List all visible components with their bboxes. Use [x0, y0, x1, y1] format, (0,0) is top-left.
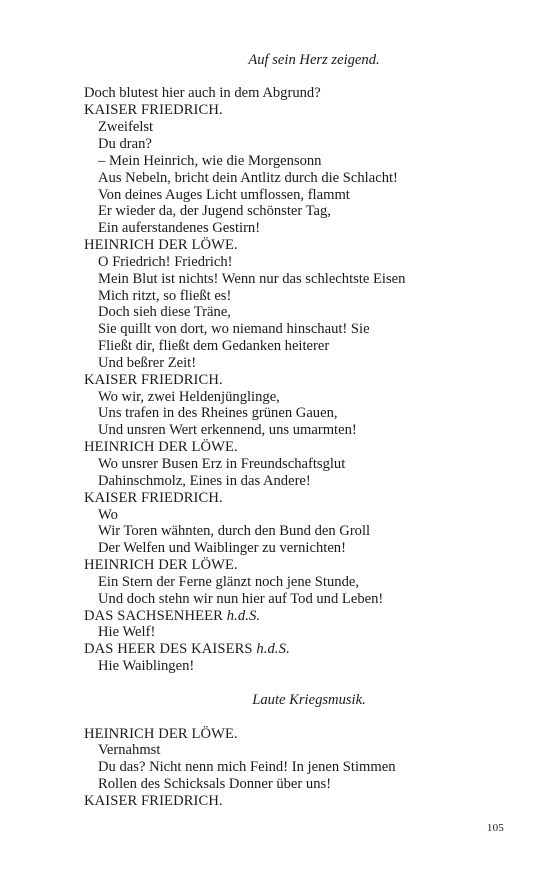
verse-text: Hie Waiblingen!	[98, 658, 195, 675]
dialogue-block-2	[84, 726, 524, 810]
speaker-name	[84, 557, 524, 574]
speaker-text: HEINRICH DER LÖWE.	[84, 237, 238, 254]
speaker-text: DAS HEER DES KAISERS	[84, 641, 253, 658]
stage-direction-top: Auf sein Herz zeigend.	[248, 52, 380, 68]
verse-text: Hie Welf!	[98, 624, 156, 641]
speaker-name	[84, 439, 524, 456]
verse-line	[84, 220, 524, 237]
speaker-name	[84, 237, 524, 254]
dialogue-block-1	[84, 85, 524, 675]
verse-text: Zweifelst	[98, 119, 154, 136]
verse-line	[84, 288, 524, 305]
verse-line	[84, 574, 524, 591]
verse-line	[84, 170, 524, 187]
speaker-text: KAISER FRIEDRICH.	[84, 792, 223, 809]
verse-text: Und doch stehn wir nun hier auf Tod und Leben!	[98, 590, 384, 607]
verse-text: Du das? Nicht nenn mich Feind! In jenen Stimmen	[98, 759, 396, 776]
verse-line	[84, 136, 524, 153]
verse-text: Doch sieh diese Träne,	[98, 304, 231, 321]
verse-text: Aus Nebeln, bricht dein Antlitz durch die Schlacht!	[98, 169, 398, 186]
verse-line	[84, 203, 524, 220]
speaker-name	[84, 490, 524, 507]
verse-line	[84, 422, 524, 439]
verse-text: Und beßrer Zeit!	[98, 354, 197, 371]
speaker-text: HEINRICH DER LÖWE.	[84, 439, 238, 456]
verse-line	[84, 523, 524, 540]
verse-text: Ein auferstandenes Gestirn!	[98, 220, 261, 237]
verse-text: Uns trafen in des Rheines grünen Gauen,	[98, 405, 338, 422]
verse-line	[84, 338, 524, 355]
speaker-name	[84, 372, 524, 389]
verse-text: Der Welfen und Waiblinger zu vernichten!	[98, 540, 346, 557]
verse-text: Und unsren Wert erkennend, uns umarmten!	[98, 422, 357, 439]
speaker-aside: h.d.S.	[226, 607, 261, 624]
verse-text: Er wieder da, der Jugend schönster Tag,	[98, 203, 331, 220]
verse-text: Dahinschmolz, Eines in das Andere!	[98, 472, 311, 489]
verse-line	[84, 85, 524, 102]
verse-text: Sie quillt von dort, wo niemand hinschaut! Sie	[98, 321, 370, 338]
verse-text: Rollen des Schicksals Donner über uns!	[98, 776, 332, 793]
verse-text: Wo wir, zwei Heldenjünglinge,	[98, 388, 280, 405]
speaker-text: HEINRICH DER LÖWE.	[84, 725, 238, 742]
verse-text: Wir Toren wähnten, durch den Bund den Groll	[98, 523, 371, 540]
verse-text: O Friedrich! Friedrich!	[98, 253, 233, 270]
verse-line	[84, 187, 524, 204]
verse-text: Fließt dir, fließt dem Gedanken heiterer	[98, 338, 330, 355]
verse-line	[84, 153, 524, 170]
verse-text: Ein Stern der Ferne glänzt noch jene Stunde,	[98, 573, 359, 590]
verse-line	[84, 591, 524, 608]
verse-line	[84, 389, 524, 406]
verse-text: Wo unsrer Busen Erz in Freundschaftsglut	[98, 456, 346, 472]
verse-text: Mich ritzt, so fließt es!	[98, 287, 232, 304]
text-block	[84, 52, 524, 810]
verse-text: Wo	[98, 506, 118, 523]
verse-line	[84, 776, 524, 793]
stage-direction-mid: Laute Kriegsmusik.	[252, 691, 366, 708]
verse-text: Doch blutest hier auch in dem Abgrund?	[84, 85, 321, 102]
verse-line	[84, 658, 524, 675]
verse-line	[84, 271, 524, 288]
verse-line	[84, 321, 524, 338]
verse-line	[84, 624, 524, 641]
speaker-text: KAISER FRIEDRICH.	[84, 371, 223, 388]
speaker-name	[84, 102, 524, 119]
verse-line	[84, 119, 524, 136]
verse-line	[84, 759, 524, 776]
verse-line	[84, 355, 524, 372]
speaker-name	[84, 793, 524, 810]
verse-line	[84, 456, 524, 473]
speaker-aside: h.d.S.	[256, 641, 290, 658]
speaker-name	[84, 726, 524, 743]
verse-text: Von deines Auges Licht umflossen, flammt	[98, 186, 350, 203]
speaker-text: DAS SACHSENHEER	[84, 607, 223, 624]
verse-text: Mein Blut ist nichts! Wenn nur das schlechtste Eisen	[98, 270, 406, 287]
page-number: 105	[486, 822, 504, 834]
verse-text: Vernahmst	[98, 742, 161, 759]
verse-line	[84, 254, 524, 271]
speaker-text: HEINRICH DER LÖWE.	[84, 557, 238, 574]
speaker-text: KAISER FRIEDRICH.	[84, 102, 223, 119]
speaker-name	[84, 608, 524, 625]
speaker-name	[84, 641, 524, 658]
verse-line	[84, 540, 524, 557]
verse-text: – Mein Heinrich, wie die Morgensonn	[98, 152, 322, 169]
verse-line	[84, 304, 524, 321]
verse-line	[84, 473, 524, 490]
verse-line	[84, 507, 524, 524]
verse-line	[84, 405, 524, 422]
speaker-text: KAISER FRIEDRICH.	[84, 489, 223, 506]
verse-text: Du dran?	[98, 135, 152, 152]
verse-line	[84, 742, 524, 759]
